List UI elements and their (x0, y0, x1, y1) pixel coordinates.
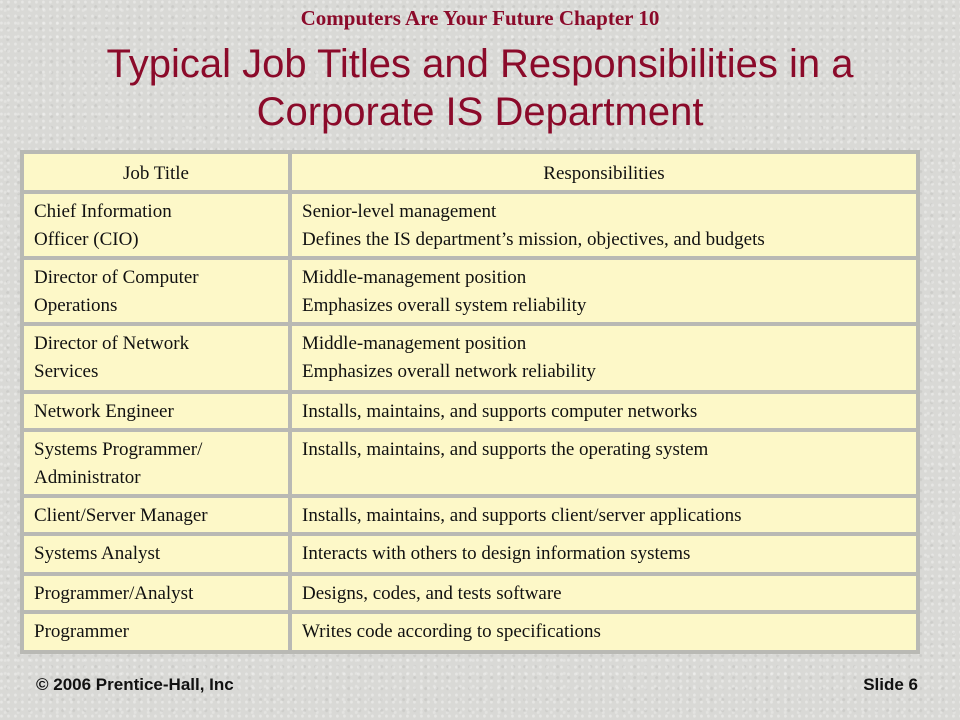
responsibility-text: Installs, maintains, and supports the operating system (302, 439, 709, 460)
slide-header: Computers Are Your Future Chapter 10 (300, 6, 660, 30)
slide-title (0, 40, 960, 136)
job-title-cell (24, 194, 288, 256)
responsibility-cell (292, 432, 916, 494)
table-row (20, 260, 920, 322)
job-titles-table (20, 150, 920, 654)
responsibility-text: Designs, codes, and tests software (302, 583, 562, 604)
responsibility-cell (292, 576, 916, 610)
responsibility-text: Senior-level management (302, 201, 497, 222)
table-row (20, 498, 920, 532)
responsibility-cell (292, 614, 916, 650)
job-title-text: Chief Information (34, 201, 172, 222)
job-title-text: Director of Network (34, 333, 190, 354)
job-title-cell (24, 614, 288, 650)
job-title-cell (24, 394, 288, 428)
job-title-cell (24, 432, 288, 494)
responsibility-text: Writes code according to specifications (302, 621, 601, 642)
job-title-text: Director of Computer (34, 267, 199, 288)
job-title-cell (24, 498, 288, 532)
slide-title-line-2: Corporate IS Department (256, 90, 704, 134)
job-title-text: Officer (CIO) (34, 229, 139, 250)
responsibility-text: Interacts with others to design information systems (302, 543, 691, 564)
copyright-footer: © 2006 Prentice-Hall, Inc (36, 675, 234, 694)
slide-number: Slide 6 (863, 675, 918, 694)
header-responsibilities: Responsibilities (292, 154, 916, 190)
job-title-text: Operations (34, 295, 118, 316)
responsibility-cell (292, 536, 916, 572)
table-row (20, 614, 920, 650)
responsibility-text: Installs, maintains, and supports computer networks (302, 401, 698, 422)
job-title-cell (24, 576, 288, 610)
job-title-text: Administrator (34, 467, 141, 488)
responsibility-text: Defines the IS department’s mission, objectives, and budgets (302, 229, 765, 250)
responsibility-text: Emphasizes overall network reliability (302, 361, 596, 382)
job-title-text: Systems Programmer/ (34, 439, 203, 460)
table-row (20, 432, 920, 494)
job-title-text: Client/Server Manager (34, 505, 208, 526)
job-title-cell (24, 260, 288, 322)
job-title-text: Services (34, 361, 99, 382)
table-header-row (20, 154, 920, 190)
responsibility-cell (292, 498, 916, 532)
table-row (20, 394, 920, 428)
job-title-text: Network Engineer (34, 401, 174, 422)
responsibility-cell (292, 194, 916, 256)
table-row (20, 576, 920, 610)
responsibility-text: Middle-management position (302, 333, 527, 354)
table-row (20, 536, 920, 572)
table-row (20, 194, 920, 256)
table-row (20, 326, 920, 390)
header-job-title: Job Title (24, 154, 288, 190)
responsibility-text: Middle-management position (302, 267, 527, 288)
responsibility-cell (292, 326, 916, 390)
job-title-cell (24, 536, 288, 572)
job-title-text: Programmer/Analyst (34, 583, 194, 604)
job-title-cell (24, 326, 288, 390)
responsibility-text: Installs, maintains, and supports client/server applications (302, 505, 742, 526)
job-title-text: Programmer (34, 621, 129, 642)
responsibility-cell (292, 394, 916, 428)
slide-title-line-1: Typical Job Titles and Responsibilities in a (106, 42, 854, 86)
responsibility-cell (292, 260, 916, 322)
responsibility-text: Emphasizes overall system reliability (302, 295, 587, 316)
job-title-text: Systems Analyst (34, 543, 161, 564)
